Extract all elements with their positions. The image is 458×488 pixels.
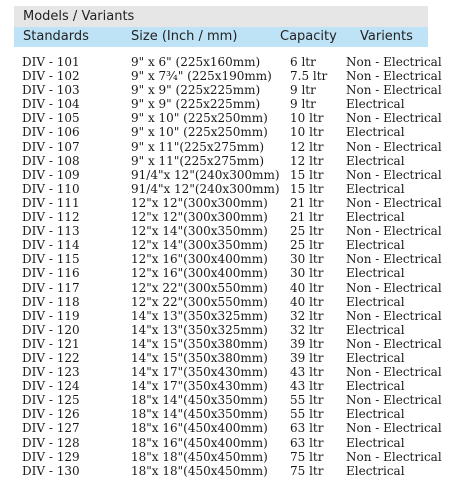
- model-cell: DIV - 122: [22, 350, 80, 365]
- capacity-cell: 21 ltr: [290, 195, 324, 210]
- model-cell: DIV - 120: [22, 322, 80, 337]
- model-cell: DIV - 105: [22, 111, 80, 126]
- table-row: [0, 281, 458, 295]
- capacity-cell: 30 ltr: [290, 266, 324, 281]
- model-cell: DIV - 119: [22, 308, 80, 323]
- size-cell: 18"x 18"(450x450mm): [131, 463, 268, 478]
- model-cell: DIV - 110: [22, 181, 80, 196]
- size-cell: 18"x 14"(450x350mm): [131, 393, 268, 408]
- model-cell: DIV - 125: [22, 393, 80, 408]
- size-cell: 14"x 15"(350x380mm): [131, 336, 268, 351]
- size-cell: 14"x 13"(350x325mm): [131, 322, 268, 337]
- capacity-cell: 7.5 ltr: [290, 69, 328, 84]
- capacity-cell: 55 ltr: [290, 393, 324, 408]
- table-row: [0, 154, 458, 168]
- size-cell: 18"x 16"(450x400mm): [131, 421, 268, 436]
- capacity-cell: 10 ltr: [290, 111, 324, 126]
- model-cell: DIV - 118: [22, 294, 80, 309]
- variant-cell: Electrical: [346, 379, 405, 394]
- capacity-cell: 12 ltr: [290, 139, 324, 154]
- size-cell: 12"x 16"(300x400mm): [131, 252, 268, 267]
- size-cell: 14"x 17"(350x430mm): [131, 365, 268, 380]
- capacity-cell: 40 ltr: [290, 280, 324, 295]
- table-row: [0, 182, 458, 196]
- table-row: [0, 55, 458, 69]
- size-cell: 14"x 15"(350x380mm): [131, 350, 268, 365]
- model-cell: DIV - 101: [22, 55, 80, 69]
- model-cell: DIV - 130: [22, 463, 80, 478]
- table-row: [0, 365, 458, 379]
- size-cell: 18"x 16"(450x400mm): [131, 435, 268, 450]
- table-row: [0, 407, 458, 421]
- model-cell: DIV - 121: [22, 336, 80, 351]
- table-row: [0, 295, 458, 309]
- model-cell: DIV - 114: [22, 238, 80, 253]
- size-cell: 91/4"x 12"(240x300mm): [131, 181, 280, 196]
- table-row: [0, 436, 458, 450]
- model-cell: DIV - 113: [22, 224, 80, 239]
- variant-cell: Non - Electrical: [346, 139, 442, 154]
- size-cell: 12"x 12"(300x300mm): [131, 195, 268, 210]
- variant-cell: Electrical: [346, 294, 405, 309]
- variant-cell: Non - Electrical: [346, 111, 442, 126]
- table-row: [0, 450, 458, 464]
- table-row: [0, 252, 458, 266]
- table-row: [0, 224, 458, 238]
- variant-cell: Electrical: [346, 238, 405, 253]
- model-cell: DIV - 112: [22, 210, 80, 225]
- capacity-cell: 21 ltr: [290, 210, 324, 225]
- size-cell: 12"x 14"(300x350mm): [131, 238, 268, 253]
- table-row: [0, 69, 458, 83]
- variant-cell: Electrical: [346, 322, 405, 337]
- capacity-cell: 39 ltr: [290, 336, 324, 351]
- variant-cell: Electrical: [346, 153, 405, 168]
- size-cell: 9" x 9" (225x225mm): [131, 83, 261, 98]
- variant-cell: Non - Electrical: [346, 195, 442, 210]
- model-cell: DIV - 129: [22, 449, 80, 464]
- table-row: [0, 168, 458, 182]
- column-header-capacity: Capacity: [280, 29, 337, 44]
- variants-table-body: [0, 55, 458, 478]
- variant-cell: Non - Electrical: [346, 69, 442, 84]
- table-row: [0, 337, 458, 351]
- model-cell: DIV - 117: [22, 280, 80, 295]
- table-row: [0, 393, 458, 407]
- capacity-cell: 32 ltr: [290, 322, 324, 337]
- variant-cell: Electrical: [346, 463, 405, 478]
- capacity-cell: 9 ltr: [290, 97, 316, 112]
- table-row: [0, 323, 458, 337]
- model-cell: DIV - 126: [22, 407, 80, 422]
- variant-cell: Non - Electrical: [346, 224, 442, 239]
- table-row: [0, 421, 458, 435]
- size-cell: 12"x 14"(300x350mm): [131, 224, 268, 239]
- table-row: [0, 464, 458, 478]
- capacity-cell: 40 ltr: [290, 294, 324, 309]
- variant-cell: Electrical: [346, 266, 405, 281]
- size-cell: 9" x 7¾" (225x190mm): [131, 69, 272, 84]
- variant-cell: Electrical: [346, 407, 405, 422]
- capacity-cell: 32 ltr: [290, 308, 324, 323]
- model-cell: DIV - 127: [22, 421, 80, 436]
- variant-cell: Electrical: [346, 181, 405, 196]
- model-cell: DIV - 103: [22, 83, 80, 98]
- capacity-cell: 15 ltr: [290, 167, 324, 182]
- capacity-cell: 25 ltr: [290, 224, 324, 239]
- variant-cell: Non - Electrical: [346, 421, 442, 436]
- table-row: [0, 83, 458, 97]
- model-cell: DIV - 104: [22, 97, 80, 112]
- table-row: [0, 140, 458, 154]
- variant-cell: Electrical: [346, 210, 405, 225]
- variant-cell: Non - Electrical: [346, 336, 442, 351]
- model-cell: DIV - 106: [22, 125, 80, 140]
- table-row: [0, 309, 458, 323]
- model-cell: DIV - 124: [22, 379, 80, 394]
- table-row: [0, 379, 458, 393]
- model-cell: DIV - 108: [22, 153, 80, 168]
- capacity-cell: 6 ltr: [290, 55, 316, 69]
- model-cell: DIV - 111: [22, 195, 80, 210]
- size-cell: 9" x 9" (225x225mm): [131, 97, 261, 112]
- capacity-cell: 25 ltr: [290, 238, 324, 253]
- variant-cell: Non - Electrical: [346, 365, 442, 380]
- size-cell: 18"x 14"(450x350mm): [131, 407, 268, 422]
- table-row: [0, 266, 458, 280]
- capacity-cell: 10 ltr: [290, 125, 324, 140]
- size-cell: 9" x 10" (225x250mm): [131, 111, 268, 126]
- size-cell: 9" x 10" (225x250mm): [131, 125, 268, 140]
- variant-cell: Non - Electrical: [346, 393, 442, 408]
- variant-cell: Non - Electrical: [346, 83, 442, 98]
- capacity-cell: 63 ltr: [290, 435, 324, 450]
- capacity-cell: 12 ltr: [290, 153, 324, 168]
- capacity-cell: 15 ltr: [290, 181, 324, 196]
- variant-cell: Electrical: [346, 97, 405, 112]
- variant-cell: Non - Electrical: [346, 280, 442, 295]
- size-cell: 14"x 13"(350x325mm): [131, 308, 268, 323]
- table-row: [0, 351, 458, 365]
- capacity-cell: 63 ltr: [290, 421, 324, 436]
- capacity-cell: 75 ltr: [290, 463, 324, 478]
- capacity-cell: 55 ltr: [290, 407, 324, 422]
- model-cell: DIV - 102: [22, 69, 80, 84]
- size-cell: 14"x 17"(350x430mm): [131, 379, 268, 394]
- table-row: [0, 97, 458, 111]
- variant-cell: Electrical: [346, 350, 405, 365]
- capacity-cell: 43 ltr: [290, 379, 324, 394]
- capacity-cell: 9 ltr: [290, 83, 316, 98]
- capacity-cell: 39 ltr: [290, 350, 324, 365]
- size-cell: 12"x 22"(300x550mm): [131, 280, 268, 295]
- size-cell: 9" x 11"(225x275mm): [131, 139, 265, 154]
- column-header-standards: Standards: [23, 29, 89, 44]
- size-cell: 12"x 12"(300x300mm): [131, 210, 268, 225]
- model-cell: DIV - 116: [22, 266, 80, 281]
- table-row: [0, 196, 458, 210]
- size-cell: 9" x 11"(225x275mm): [131, 153, 265, 168]
- capacity-cell: 43 ltr: [290, 365, 324, 380]
- table-row: [0, 125, 458, 139]
- size-cell: 12"x 22"(300x550mm): [131, 294, 268, 309]
- size-cell: 91/4"x 12"(240x300mm): [131, 167, 280, 182]
- capacity-cell: 30 ltr: [290, 252, 324, 267]
- section-title: Models / Variants: [14, 6, 428, 27]
- variant-cell: Non - Electrical: [346, 308, 442, 323]
- variant-cell: Electrical: [346, 435, 405, 450]
- model-cell: DIV - 107: [22, 139, 80, 154]
- size-cell: 9" x 6" (225x160mm): [131, 55, 261, 69]
- variant-cell: Non - Electrical: [346, 252, 442, 267]
- variant-cell: Non - Electrical: [346, 449, 442, 464]
- model-cell: DIV - 128: [22, 435, 80, 450]
- model-cell: DIV - 123: [22, 365, 80, 380]
- variant-cell: Electrical: [346, 125, 405, 140]
- model-cell: DIV - 109: [22, 167, 80, 182]
- model-cell: DIV - 115: [22, 252, 80, 267]
- variant-cell: Non - Electrical: [346, 167, 442, 182]
- table-header: [14, 27, 428, 47]
- table-row: [0, 111, 458, 125]
- size-cell: 12"x 16"(300x400mm): [131, 266, 268, 281]
- table-row: [0, 210, 458, 224]
- column-header-variants: Varients: [360, 29, 413, 44]
- table-row: [0, 238, 458, 252]
- capacity-cell: 75 ltr: [290, 449, 324, 464]
- variant-cell: Non - Electrical: [346, 55, 442, 69]
- size-cell: 18"x 18"(450x450mm): [131, 449, 268, 464]
- column-header-size: Size (Inch / mm): [131, 29, 238, 44]
